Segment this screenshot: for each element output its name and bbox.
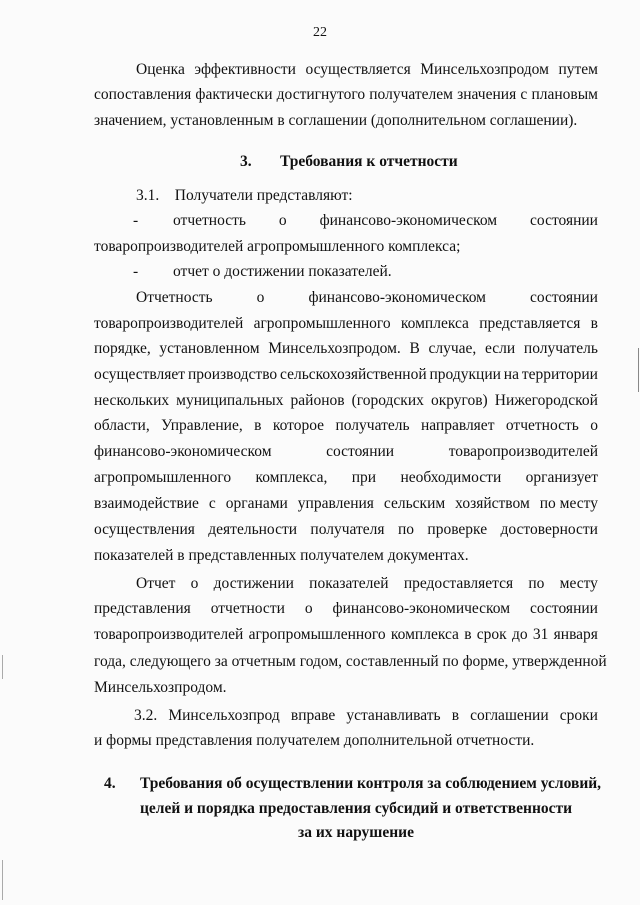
text-line	[94, 418, 598, 434]
word: (городских	[351, 392, 424, 409]
scan-edge-mark	[2, 655, 3, 679]
text-line	[134, 708, 598, 724]
word: о	[304, 600, 313, 617]
word: Отчет	[136, 575, 176, 592]
word: продукции	[429, 366, 501, 383]
section-4-title-line: Требования об осуществлении контроля за соблюдением условий,	[140, 775, 602, 792]
word: в	[590, 315, 598, 332]
scan-edge-mark	[2, 860, 3, 900]
word: Отчетность	[136, 289, 213, 306]
word: агропромышленного	[94, 469, 232, 486]
word: в	[451, 707, 460, 724]
word: устанавливать	[346, 707, 441, 724]
word: комплекса,	[255, 469, 328, 486]
word: сроки	[559, 707, 598, 724]
text-line	[94, 601, 598, 617]
word: показателей в представленных получателем документах.	[94, 547, 469, 564]
word: по	[528, 575, 545, 592]
word: вправе	[290, 707, 336, 724]
section-4-number: 4.	[104, 775, 116, 792]
word: в	[254, 417, 262, 434]
word: о	[590, 417, 598, 434]
word: плановым	[531, 86, 598, 103]
section-4-title-line: целей и порядка предоставления субсидий и ответственности	[139, 800, 573, 817]
word: эффективности	[194, 61, 296, 78]
word: финансово-экономическом	[319, 212, 498, 229]
text-line	[94, 733, 534, 749]
word: путем	[558, 61, 598, 78]
bullet-dash: -	[133, 212, 139, 229]
word: деятельности	[208, 521, 298, 538]
text-line	[94, 113, 577, 129]
word: о	[278, 212, 287, 229]
text-line: товаропроизводителей агропромышленного комплекса;	[94, 238, 461, 255]
word: комплекса	[390, 626, 459, 643]
word: значения	[457, 86, 517, 103]
word: Минсельхозпрод	[168, 707, 280, 724]
word: по месту	[539, 495, 598, 512]
word: состоянии	[530, 212, 598, 229]
text-line	[94, 470, 598, 486]
text-line	[94, 341, 598, 357]
word: состоянии	[326, 443, 395, 460]
text-line	[94, 548, 469, 564]
word: получателя	[310, 521, 385, 538]
word: получателем	[369, 86, 453, 103]
word: области,	[94, 417, 150, 434]
word: отчетность	[173, 212, 246, 229]
text-line	[94, 367, 598, 383]
word: Нижегородской	[494, 392, 598, 409]
text-line	[94, 627, 598, 643]
word: достигнутого	[276, 86, 366, 103]
word: соглашении	[470, 707, 549, 724]
text-line	[94, 496, 598, 512]
word: достижении	[213, 575, 294, 592]
word: по	[397, 521, 414, 538]
text-line	[94, 680, 227, 696]
clause-3-1-heading: 3.1. Получатели представляют:	[136, 187, 353, 204]
word: округов)	[430, 392, 488, 409]
word: направляет	[420, 417, 495, 434]
word: финансово-экономическом	[332, 600, 511, 617]
word: представляется	[479, 315, 581, 332]
word: которое	[272, 417, 325, 434]
word: порядке,	[94, 340, 151, 357]
word: районов	[290, 392, 345, 409]
text-line	[173, 213, 598, 229]
word: получатель	[335, 417, 410, 434]
word: и формы представления получателем дополнительной отчетности.	[94, 732, 535, 749]
word: сельскохозяйственной	[280, 366, 427, 383]
word: взаимодействие	[94, 495, 199, 512]
word: финансово-экономическом	[94, 443, 272, 460]
text-line	[136, 62, 598, 78]
word: достоверности	[500, 521, 598, 538]
text-line	[136, 290, 598, 306]
word: до	[511, 626, 528, 643]
word: муниципальных	[176, 392, 284, 409]
word: агропромышленного	[248, 626, 386, 643]
word: с	[520, 86, 528, 103]
word: осуществления	[94, 521, 195, 538]
word: при	[351, 469, 377, 486]
word: сопоставления	[94, 86, 192, 103]
word: получатель	[523, 340, 598, 357]
word: если	[485, 340, 516, 357]
word: на	[503, 366, 519, 383]
word: сельским	[383, 495, 446, 512]
word: Минсельхозпродом	[420, 61, 549, 78]
word: территории	[521, 366, 598, 383]
page-number: 22	[313, 25, 327, 40]
word: предоставляется	[403, 575, 514, 592]
section-3-number: 3.	[240, 153, 252, 170]
word: Управление,	[161, 417, 243, 434]
word: проверке	[427, 521, 488, 538]
word: Минсельхозпродом.	[94, 679, 227, 696]
word: органами	[225, 495, 288, 512]
scan-edge-mark	[638, 348, 639, 392]
text-line: отчет о достижении показателей.	[173, 263, 392, 280]
word: товаропроизводителей	[448, 443, 598, 460]
word: срок	[476, 626, 507, 643]
word: управления	[297, 495, 374, 512]
word: нескольких	[94, 392, 170, 409]
word: осуществляет	[94, 366, 186, 383]
word: комплекса	[400, 315, 469, 332]
word: представления	[94, 600, 191, 617]
text-line	[94, 522, 598, 538]
word: организует	[525, 469, 598, 486]
word: отчетность	[505, 417, 579, 434]
section-3-title: Требования к отчетности	[280, 153, 458, 170]
text-line	[94, 654, 607, 670]
word: о	[190, 575, 199, 592]
word: 3.2.	[134, 707, 158, 724]
word: 31	[532, 626, 549, 643]
word: года, следующего за отчетным годом, составленный по форме, утвержденной	[94, 653, 607, 670]
word: производство	[187, 366, 278, 383]
word: Оценка	[136, 61, 185, 78]
word: месту	[559, 575, 598, 592]
word: отчетности	[210, 600, 285, 617]
bullet-dash: -	[133, 263, 139, 280]
word: хозяйством	[455, 495, 530, 512]
word: фактически	[195, 86, 273, 103]
word: состоянии	[530, 600, 598, 617]
text-line	[136, 576, 598, 592]
word: Минсельхозпродом.	[268, 340, 401, 357]
word: в	[464, 626, 472, 643]
word: с	[208, 495, 216, 512]
word: состоянии	[530, 289, 598, 306]
word: В	[409, 340, 420, 357]
word: показателей	[309, 575, 389, 592]
word: товаропроизводителей	[94, 626, 244, 643]
word: агропромышленного	[253, 315, 391, 332]
word: о	[256, 289, 265, 306]
word: января	[553, 626, 598, 643]
text-line	[94, 87, 598, 103]
text-line	[94, 444, 598, 460]
word: необходимости	[400, 469, 502, 486]
section-4-title-line: за их нарушение	[298, 824, 414, 841]
word: товаропроизводителей	[94, 315, 244, 332]
word: случае,	[428, 340, 477, 357]
text-line	[94, 393, 598, 409]
word: установленном	[159, 340, 260, 357]
word: осуществляется	[305, 61, 411, 78]
word: значением, установленным в соглашении (дополнительном соглашении).	[94, 112, 578, 129]
word: финансово-экономическом	[308, 289, 486, 306]
text-line	[94, 316, 598, 332]
